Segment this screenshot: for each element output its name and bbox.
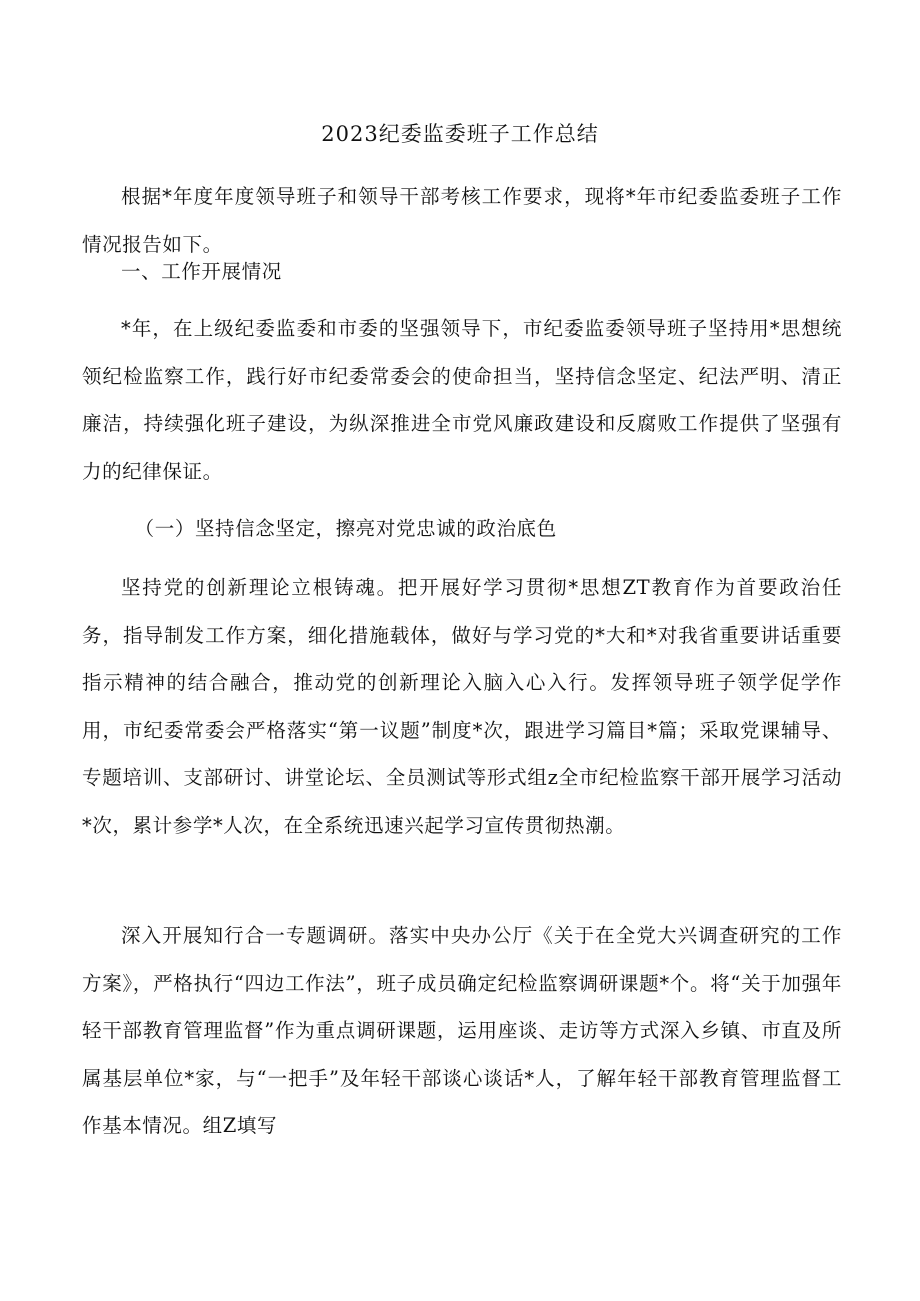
section-heading: 一、工作开展情况 — [121, 260, 282, 283]
body-paragraph: 深入开展知行合一专题调研。落实中央办公厅《关于在全党大兴调查研究的工作方案》，严格执行“四边工作法”，班子成员确定纪检监察调研课题*个。将“关于加强年轻干部教育管理监督”作为重点调研课题，运用座谈、走访等方式深入乡镇、市直及所属基层单位*家，与“一把手”及年轻干部谈心谈话*人，了解年轻干部教育管理监督工作基本情况。组Z填写 — [82, 924, 842, 1137]
subsection-heading: （一）坚持信念坚定，擦亮对党忠诚的政治底色 — [134, 517, 557, 540]
body-paragraph: 坚持党的创新理论立根铸魂。把开展好学习贯彻*思想ZT教育作为首要政治任务，指导制发工作方案，细化措施载体，做好与学习党的*大和*对我省重要讲话重要指示精神的结合融合，推动党的创新理论入脑入心入行。发挥领导班子领学促学作用，市纪委常委会严格落实“第一议题”制度*次，跟进学习篇目*篇；采取党课辅导、专题培训、支部研讨、讲堂论坛、全员测试等形式组z全市纪检监察干部开展学习活动*次，累计参学*人次，在全系统迅速兴起学习宣传贯彻热潮。 — [82, 576, 842, 837]
intro-paragraph: 根据*年度年度领导班子和领导干部考核工作要求，现将*年市纪委监委班子工作情况报告如下。 — [82, 185, 842, 256]
document-title: 2023纪委监委班子工作总结 — [321, 122, 599, 146]
section-paragraph: *年，在上级纪委监委和市委的坚强领导下，市纪委监委领导班子坚持用*思想统领纪检监察工作，践行好市纪委常委会的使命担当，坚持信念坚定、纪法严明、清正廉洁，持续强化班子建设，为纵深推进全市党风廉政建设和反腐败工作提供了坚强有力的纪律保证。 — [82, 317, 842, 483]
